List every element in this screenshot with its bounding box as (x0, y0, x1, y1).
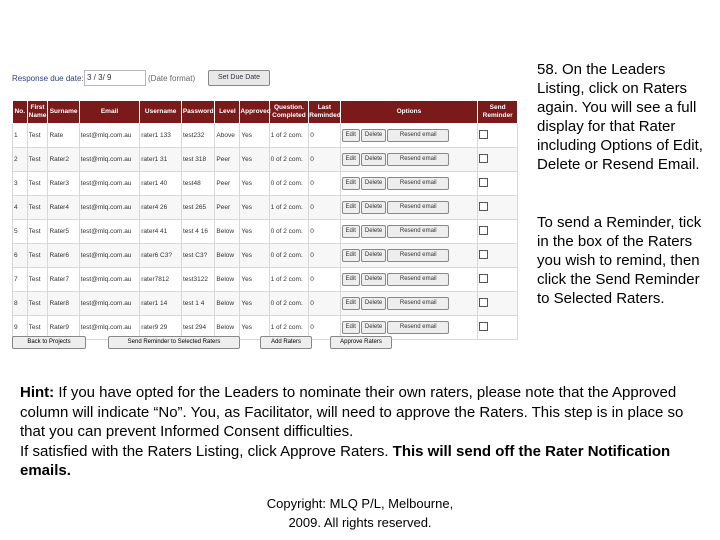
col-header: Email (79, 101, 140, 124)
resend-email-button[interactable]: Resend email (387, 201, 449, 214)
cell-first: Test (27, 124, 48, 148)
cell-email: test@mlq.com.au (79, 124, 140, 148)
col-header: Username (140, 101, 182, 124)
cell-level: Below (215, 316, 240, 340)
cell-level: Below (215, 244, 240, 268)
resend-email-button[interactable]: Resend email (387, 321, 449, 334)
cell-email: test@mlq.com.au (79, 196, 140, 220)
cell-surname: Rater8 (48, 292, 79, 316)
options-cell (340, 268, 478, 292)
delete-button[interactable]: Delete (361, 273, 386, 286)
reminder-cell (478, 148, 518, 172)
cell-email: test@mlq.com.au (79, 268, 140, 292)
cell-first: Test (27, 196, 48, 220)
resend-email-button[interactable]: Resend email (387, 225, 449, 238)
cell-email: test@mlq.com.au (79, 172, 140, 196)
delete-button[interactable]: Delete (361, 297, 386, 310)
col-header: Password (182, 101, 215, 124)
bottom-action-bar (12, 336, 518, 350)
delete-button[interactable]: Delete (361, 225, 386, 238)
cell-last: 0 (309, 220, 340, 244)
col-header: First Name (27, 101, 48, 124)
cell-qc: 0 of 2 com. (269, 244, 309, 268)
cell-approved: Yes (240, 220, 269, 244)
cell-last: 0 (309, 124, 340, 148)
edit-button[interactable]: Edit (342, 129, 360, 142)
cell-level: Peer (215, 196, 240, 220)
cell-no: 3 (13, 172, 28, 196)
col-header: Level (215, 101, 240, 124)
cell-password: test C3? (182, 244, 215, 268)
send-reminder-checkbox[interactable] (479, 178, 488, 187)
cell-qc: 0 of 2 com. (269, 172, 309, 196)
resend-email-button[interactable]: Resend email (387, 129, 449, 142)
cell-username: rater7812 (140, 268, 182, 292)
edit-button[interactable]: Edit (342, 321, 360, 334)
cell-last: 0 (309, 244, 340, 268)
col-header: No. (13, 101, 28, 124)
col-header: Question. Completed (269, 101, 309, 124)
send-reminder-checkbox[interactable] (479, 250, 488, 259)
cell-surname: Rate (48, 124, 79, 148)
reminder-cell (478, 268, 518, 292)
options-cell (340, 244, 478, 268)
cell-last: 0 (309, 316, 340, 340)
cell-last: 0 (309, 196, 340, 220)
cell-no: 4 (13, 196, 28, 220)
date-format-label: (Date format) (148, 74, 196, 83)
cell-approved: Yes (240, 292, 269, 316)
add-raters-button[interactable]: Add Raters (260, 336, 312, 349)
table-row (13, 268, 518, 292)
cell-qc: 0 of 2 com. (269, 148, 309, 172)
cell-no: 8 (13, 292, 28, 316)
reminder-cell (478, 292, 518, 316)
cell-first: Test (27, 292, 48, 316)
resend-email-button[interactable]: Resend email (387, 153, 449, 166)
delete-button[interactable]: Delete (361, 153, 386, 166)
edit-button[interactable]: Edit (342, 225, 360, 238)
resend-email-button[interactable]: Resend email (387, 249, 449, 262)
cell-password: test 318 (182, 148, 215, 172)
cell-last: 0 (309, 292, 340, 316)
cell-first: Test (27, 148, 48, 172)
raters-table-header (13, 101, 518, 124)
send-reminder-checkbox[interactable] (479, 226, 488, 235)
approve-raters-button[interactable]: Approve Raters (330, 336, 392, 349)
cell-username: rater1 31 (140, 148, 182, 172)
col-header: Send Reminder (478, 101, 518, 124)
cell-password: test 265 (182, 196, 215, 220)
table-row (13, 292, 518, 316)
send-reminder-checkbox[interactable] (479, 298, 488, 307)
cell-password: test232 (182, 124, 215, 148)
copyright (250, 494, 470, 532)
cell-first: Test (27, 316, 48, 340)
cell-username: rater1 14 (140, 292, 182, 316)
cell-username: rater9 29 (140, 316, 182, 340)
cell-surname: Rater4 (48, 196, 79, 220)
table-row (13, 172, 518, 196)
reminder-cell (478, 220, 518, 244)
cell-password: test 294 (182, 316, 215, 340)
set-due-date-button[interactable]: Set Due Date (208, 70, 270, 86)
reminder-cell (478, 124, 518, 148)
delete-button[interactable]: Delete (361, 201, 386, 214)
cell-qc: 1 of 2 com. (269, 268, 309, 292)
hint-label: Hint: (20, 384, 55, 401)
cell-password: test48 (182, 172, 215, 196)
hint-approve-text: If satisfied with the Raters Listing, click Approve Raters. (20, 442, 389, 460)
cell-qc: 1 of 2 com. (269, 124, 309, 148)
cell-first: Test (27, 172, 48, 196)
cell-no: 6 (13, 244, 28, 268)
cell-email: test@mlq.com.au (79, 292, 140, 316)
send-reminder-checkbox[interactable] (479, 322, 488, 331)
cell-username: rater4 41 (140, 220, 182, 244)
col-header: Options (340, 101, 478, 124)
cell-level: Below (215, 220, 240, 244)
cell-email: test@mlq.com.au (79, 148, 140, 172)
cell-last: 0 (309, 172, 340, 196)
table-row (13, 124, 518, 148)
cell-username: rater1 40 (140, 172, 182, 196)
cell-surname: Rater6 (48, 244, 79, 268)
cell-username: rater1 133 (140, 124, 182, 148)
edit-button[interactable]: Edit (342, 273, 360, 286)
edit-button[interactable]: Edit (342, 249, 360, 262)
cell-level: Peer (215, 148, 240, 172)
cell-qc: 1 of 2 com. (269, 196, 309, 220)
edit-button[interactable]: Edit (342, 153, 360, 166)
cell-approved: Yes (240, 196, 269, 220)
options-cell (340, 220, 478, 244)
cell-password: test 4 16 (182, 220, 215, 244)
hint-text: If you have opted for the Leaders to nominate their own raters, please note that the Approved column will indicate “No”. You, as Facilitator, will need to approve the Raters. This step is in place so that you can prevent Informed Consent difficulties. (20, 384, 684, 440)
due-date-label: Response due date: (12, 74, 84, 83)
col-header: Surname (48, 101, 79, 124)
cell-surname: Rater7 (48, 268, 79, 292)
reminder-cell (478, 196, 518, 220)
cell-approved: Yes (240, 172, 269, 196)
cell-approved: Yes (240, 316, 269, 340)
options-cell (340, 196, 478, 220)
cell-last: 0 (309, 268, 340, 292)
raters-listing-screenshot (10, 68, 520, 350)
col-header: Last Reminded (309, 101, 340, 124)
delete-button[interactable]: Delete (361, 177, 386, 190)
due-date-input[interactable]: 3 / 3/ 9 (84, 70, 146, 86)
options-cell (340, 124, 478, 148)
hint-notification-text: This will send off the Rater Notification emails. (20, 442, 671, 479)
delete-button[interactable]: Delete (361, 321, 386, 334)
edit-button[interactable]: Edit (342, 297, 360, 310)
cell-level: Above (215, 124, 240, 148)
table-row (13, 244, 518, 268)
due-date-bar (12, 70, 312, 88)
cell-surname: Rater3 (48, 172, 79, 196)
cell-qc: 1 of 2 com. (269, 316, 309, 340)
copyright-line-1: Copyright: MLQ P/L, Melbourne, (266, 496, 454, 511)
cell-approved: Yes (240, 244, 269, 268)
options-cell (340, 148, 478, 172)
edit-button[interactable]: Edit (342, 177, 360, 190)
resend-email-button[interactable]: Resend email (387, 177, 449, 190)
cell-first: Test (27, 220, 48, 244)
cell-email: test@mlq.com.au (79, 316, 140, 340)
table-row (13, 220, 518, 244)
cell-password: test3122 (182, 268, 215, 292)
back-to-projects-button[interactable]: Back to Projects (12, 336, 86, 349)
cell-password: test 1 4 (182, 292, 215, 316)
table-row (13, 148, 518, 172)
cell-surname: Rater2 (48, 148, 79, 172)
delete-button[interactable]: Delete (361, 129, 386, 142)
cell-email: test@mlq.com.au (79, 220, 140, 244)
options-cell (340, 292, 478, 316)
raters-table (12, 100, 518, 340)
cell-no: 9 (13, 316, 28, 340)
send-reminder-checkbox[interactable] (479, 130, 488, 139)
cell-approved: Yes (240, 124, 269, 148)
resend-email-button[interactable]: Resend email (387, 297, 449, 310)
send-reminder-checkbox[interactable] (479, 154, 488, 163)
cell-no: 7 (13, 268, 28, 292)
cell-no: 2 (13, 148, 28, 172)
copyright-line-2: 2009. All rights reserved. (288, 515, 432, 530)
cell-level: Below (215, 292, 240, 316)
send-reminder-button[interactable]: Send Reminder to Selected Raters (108, 336, 240, 349)
edit-button[interactable]: Edit (342, 201, 360, 214)
cell-qc: 0 of 2 com. (269, 220, 309, 244)
cell-first: Test (27, 244, 48, 268)
cell-surname: Rater9 (48, 316, 79, 340)
resend-email-button[interactable]: Resend email (387, 273, 449, 286)
send-reminder-checkbox[interactable] (479, 274, 488, 283)
cell-username: rater6 C3? (140, 244, 182, 268)
cell-email: test@mlq.com.au (79, 244, 140, 268)
cell-qc: 0 of 2 com. (269, 292, 309, 316)
cell-username: rater4 26 (140, 196, 182, 220)
cell-no: 5 (13, 220, 28, 244)
step-instructions: 58. On the Leaders Listing, click on Raters again. You will see a full display for that Rater including Options of Edit, Delete or Resend Email. (537, 61, 703, 173)
reminder-cell (478, 172, 518, 196)
cell-last: 0 (309, 148, 340, 172)
cell-approved: Yes (240, 268, 269, 292)
cell-level: Below (215, 268, 240, 292)
send-reminder-checkbox[interactable] (479, 202, 488, 211)
col-header: Approved (240, 101, 269, 124)
cell-first: Test (27, 268, 48, 292)
cell-surname: Rater5 (48, 220, 79, 244)
hint-block (20, 383, 710, 481)
reminder-instructions: To send a Reminder, tick in the box of the Raters you wish to remind, then click the Send Reminder to Selected Raters. (537, 214, 702, 307)
table-row (13, 196, 518, 220)
options-cell (340, 172, 478, 196)
cell-no: 1 (13, 124, 28, 148)
delete-button[interactable]: Delete (361, 249, 386, 262)
reminder-cell (478, 244, 518, 268)
cell-level: Peer (215, 172, 240, 196)
cell-approved: Yes (240, 148, 269, 172)
